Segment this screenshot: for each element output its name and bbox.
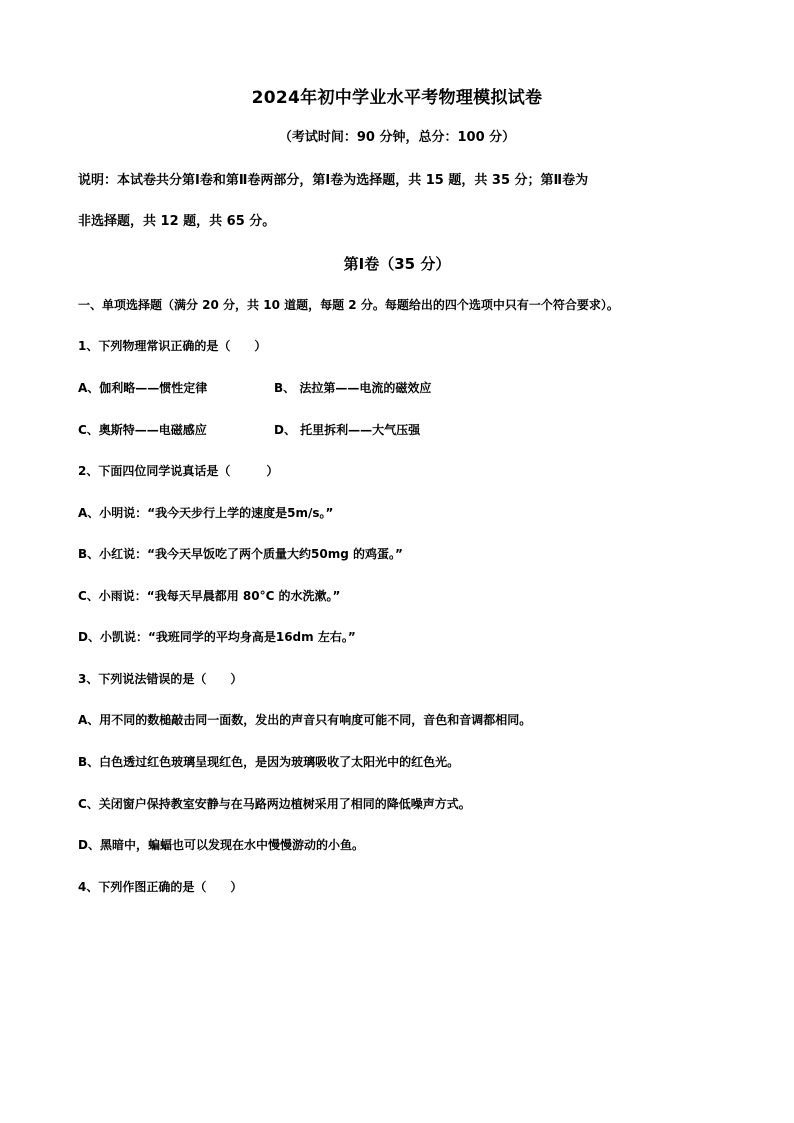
exam-subtitle: （考试时间：90 分钟，总分：100 分）	[278, 130, 516, 145]
question-1-option-a: A、伽利略——惯性定律	[78, 381, 208, 395]
exam-note-line-1: 说明：本试卷共分第Ⅰ卷和第Ⅱ卷两部分，第Ⅰ卷为选择题，共 15 题，共 35 分；第Ⅱ卷为	[78, 173, 589, 188]
question-1-option-b: B、 法拉第——电流的磁效应	[274, 381, 432, 395]
question-1-stem: 1、下列物理常识正确的是（ ）	[78, 339, 267, 353]
exam-title: 2024年初中学业水平考物理模拟试卷	[251, 88, 543, 108]
question-4-stem: 4、下列作图正确的是（ ）	[78, 880, 243, 894]
question-1-options-row-1	[78, 378, 431, 398]
question-2-option-b: B、小红说：“我今天早饭吃了两个质量大约50mg 的鸡蛋。”	[78, 547, 403, 561]
question-1-options-row-2	[78, 420, 420, 440]
question-2-option-c: C、小雨说：“我每天早晨都用 80°C 的水洗漱。”	[78, 589, 341, 603]
section-title: 第Ⅰ卷（35 分）	[343, 255, 451, 273]
question-3-option-c: C、关闭窗户保持教室安静与在马路两边植树采用了相同的降低噪声方式。	[78, 797, 471, 811]
question-3-option-b: B、白色透过红色玻璃呈现红色，是因为玻璃吸收了太阳光中的红色光。	[78, 755, 460, 769]
exam-note-line-2: 非选择题，共 12 题，共 65 分。	[78, 214, 276, 229]
question-3-option-a: A、用不同的数槌敲击同一面数，发出的声音只有响度可能不同，音色和音调都相同。	[78, 713, 532, 727]
question-1-option-c: C、奥斯特——电磁感应	[78, 423, 207, 437]
question-1-option-d: D、 托里拆利——大气压强	[274, 423, 421, 437]
question-2-option-a: A、小明说：“我今天步行上学的速度是5m/s。”	[78, 506, 334, 520]
question-3-stem: 3、下列说法错误的是（ ）	[78, 672, 243, 686]
question-2-option-d: D、小凯说：“我班同学的平均身高是16dm 左右。”	[78, 630, 356, 644]
question-2-stem: 2、下面四位同学说真话是（ ）	[78, 464, 279, 478]
part-instructions: 一、单项选择题（满分 20 分，共 10 道题，每题 2 分。每题给出的四个选项中只有一个符合要求）。	[78, 298, 619, 312]
question-3-option-d: D、黑暗中，蝙蝠也可以发现在水中慢慢游动的小鱼。	[78, 838, 364, 852]
